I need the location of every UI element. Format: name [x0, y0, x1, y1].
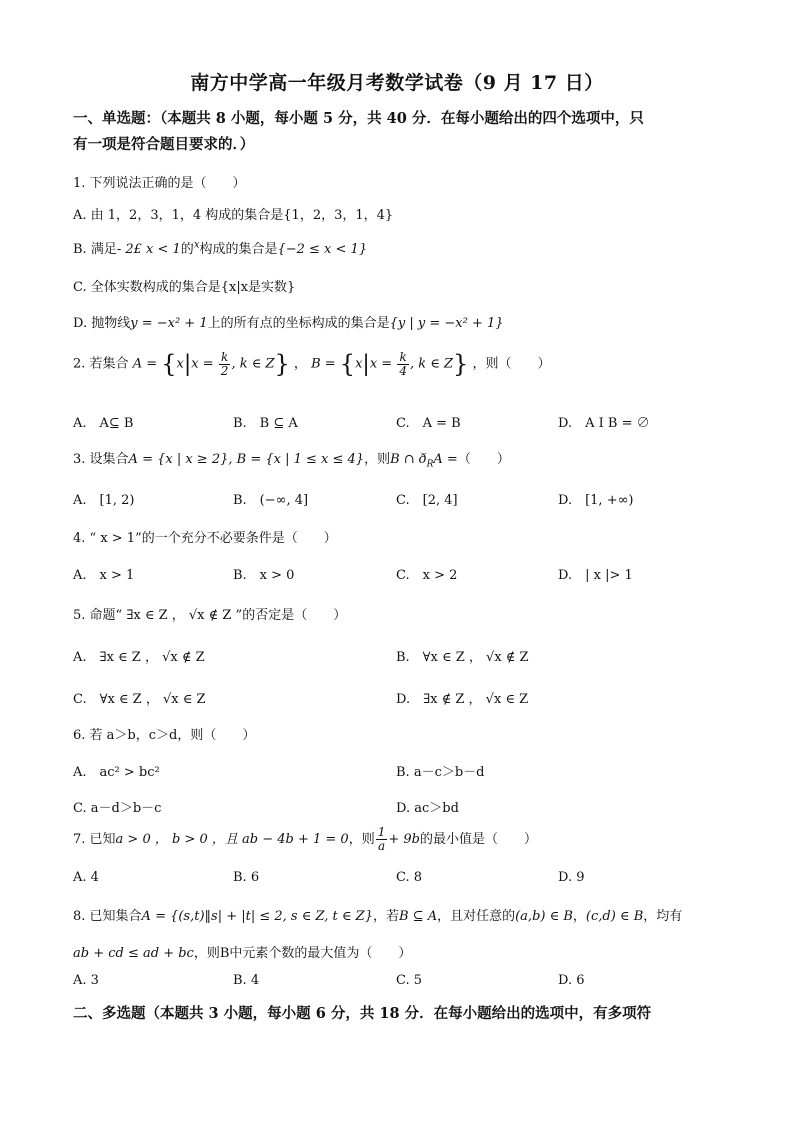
section2-heading-line-1: 二、多选题（本题共 3 小题，每小题 6 分，共 18 分．在每小题给出的选项中，有多项符 [73, 1005, 652, 1022]
q2-set-a-lhs: A = [132, 356, 158, 372]
q7-condition: a > 0 ， b > 0 ，且 ab − 4b + 1 = 0 [115, 832, 349, 847]
q2-set-a-eq: x = [191, 356, 214, 372]
q8-separator: ， [572, 909, 586, 924]
q7-suffix: 的最小值是（ ） [419, 832, 537, 847]
q2-set-a-denominator: 2 [220, 363, 229, 378]
q8-pair-2: (c,d) ∈ B [585, 909, 644, 924]
q1-b-prefix: B. 满足 [73, 242, 117, 257]
q3-stem [73, 448, 510, 470]
q2-set-a-bar: | [183, 351, 192, 377]
q2-set-a-open-brace: { [161, 350, 177, 378]
q2-set-a-var: x [176, 356, 184, 372]
q8-pair-1: (a,b) ∈ B [515, 909, 573, 924]
q8-mid: ，若 [372, 909, 399, 924]
q8-prefix: 8. 已知集合 [73, 909, 142, 924]
q2-separator: ， [293, 356, 307, 372]
q5-stem: 5. 命题“ ∃x ∈ Z ， √x ∉ Z ”的否定是（ ） [73, 608, 347, 623]
q1-d-equation: y = −x² + 1 [130, 316, 208, 331]
exam-title: 南方中学高一年级月考数学试卷（9 月 17 日） [190, 72, 604, 94]
q7-option-a: A. 4 [73, 870, 99, 885]
q7-prefix: 7. 已知 [73, 832, 116, 847]
q8-stem-line-2 [73, 942, 411, 961]
q8-tail: ，均有 [643, 909, 683, 924]
q5-option-a: A. ∃x ∈ Z ， √x ∉ Z [73, 650, 205, 665]
q1-stem: 1. 下列说法正确的是（ ） [73, 176, 246, 191]
q1-d-set: {y | y = −x² + 1} [389, 316, 504, 331]
q2-set-a-fraction [219, 351, 231, 378]
q2-stem [73, 350, 550, 378]
q2-set-b-tail: , k ∈ Z [409, 356, 454, 372]
q1-b-mid2: 构成的集合是 [199, 242, 278, 257]
q2-set-b-lhs: B = [311, 356, 336, 372]
q7-expression-tail: + 9b [388, 832, 420, 847]
q4-option-a: A. x > 1 [73, 568, 135, 583]
section-multiple-choice-heading [73, 1001, 723, 1027]
q3-complement: B ∩ ð [390, 452, 427, 467]
q2-prefix: 2. 若集合 [73, 356, 129, 372]
q4-option-b: B. x > 0 [233, 568, 295, 583]
q5-option-c: C. ∀x ∈ Z ， √x ∈ Z [73, 692, 206, 707]
q1-option-b [73, 238, 367, 257]
q3-complement-subscript: R [426, 459, 434, 470]
q2-set-b-open-brace: { [339, 350, 356, 378]
section-heading-line-2: 有一项是符合题目要求的．） [73, 136, 255, 153]
q2-suffix: ，则（ ） [472, 356, 551, 372]
q8-option-b: B. 4 [233, 973, 260, 988]
q6-option-c: C. a－d＞b－c [73, 801, 162, 816]
q1-b-var: x [193, 239, 200, 251]
q3-option-c: C. [2, 4] [396, 493, 458, 508]
q2-set-b-denominator: 4 [399, 363, 407, 378]
q1-d-prefix: D. 抛物线 [73, 316, 131, 331]
q8-set-a: A = {(s,t)‖s| + |t| ≤ 2, s ∈ Z, t ∈ Z} [141, 909, 373, 924]
q3-prefix: 3. 设集合 [73, 452, 129, 467]
q1-b-set: {−2 ≤ x < 1} [277, 242, 368, 257]
q3-complement-tail: A = [433, 452, 458, 467]
q8-line2-suffix: ，则B中元素个数的最大值为（ ） [193, 946, 412, 961]
q6-option-d: D. ac＞bd [396, 801, 459, 816]
q2-set-b-close-brace: } [453, 350, 469, 378]
q8-inequality: ab + cd ≤ ad + bc [73, 946, 194, 961]
q2-set-b-fraction [397, 351, 409, 378]
q1-option-d [73, 312, 504, 331]
q3-sets: A = {x | x ≥ 2}, B = {x | 1 ≤ x ≤ 4} [128, 452, 365, 467]
q8-stem-line-1 [73, 905, 682, 924]
section-single-choice-heading [73, 106, 723, 158]
q8-option-c: C. 5 [396, 973, 423, 988]
q5-option-b: B. ∀x ∈ Z ， √x ∉ Z [396, 650, 529, 665]
q7-option-b: B. 6 [233, 870, 260, 885]
q2-set-a-tail: , k ∈ Z [231, 356, 275, 372]
q2-set-a-numerator: k [219, 351, 231, 365]
q7-stem [73, 826, 537, 853]
q2-option-b: B. B ⊆ A [233, 416, 298, 431]
q7-fraction-denominator: a [377, 839, 386, 853]
q2-option-d: D. A I B = ∅ [558, 416, 650, 431]
q7-option-d: D. 9 [558, 870, 585, 885]
q1-d-mid: 上的所有点的坐标构成的集合是 [207, 316, 390, 331]
q2-set-a-close-brace: } [274, 350, 290, 378]
q3-option-b: B. (−∞, 4] [233, 493, 309, 508]
q2-set-b-numerator: k [397, 351, 409, 365]
q7-mid: ，则 [348, 832, 375, 847]
q8-mid2: ，且对任意的 [437, 909, 516, 924]
q4-option-d: D. | x |> 1 [558, 568, 633, 583]
q4-option-c: C. x > 2 [396, 568, 458, 583]
q7-fraction [376, 826, 388, 853]
q3-option-d: D. [1, +∞) [558, 493, 634, 508]
q2-set-b-var: x [355, 356, 363, 372]
q1-b-condition: - 2£ x < 1 [116, 242, 181, 257]
q2-option-a: A. A⊆ B [73, 416, 134, 431]
q2-option-c: C. A = B [396, 416, 461, 431]
section-heading-line-1: 一、单选题：（本题共 8 小题，每小题 5 分，共 40 分．在每小题给出的四个选项中，只 [73, 110, 644, 127]
q1-b-mid: 的 [180, 242, 194, 257]
q3-option-a: A. [1, 2) [73, 493, 135, 508]
q4-stem: 4. “ x > 1”的一个充分不必要条件是（ ） [73, 531, 337, 546]
q1-option-c: C. 全体实数构成的集合是{x|x是实数} [73, 280, 296, 295]
q1-option-a: A. 由 1，2，3，1，4 构成的集合是{1，2，3，1，4} [73, 208, 394, 223]
q2-set-b-bar: | [362, 351, 370, 377]
q8-option-d: D. 6 [558, 973, 585, 988]
q3-mid: ，则 [364, 452, 391, 467]
q6-option-b: B. a－c＞b－d [396, 765, 485, 780]
q5-option-d: D. ∃x ∉ Z ， √x ∈ Z [396, 692, 529, 707]
q6-stem: 6. 若 a＞b，c＞d，则（ ） [73, 728, 256, 743]
q2-set-b-eq: x = [369, 356, 393, 372]
q7-fraction-numerator: 1 [377, 825, 386, 839]
q6-option-a: A. ac² > bc² [73, 765, 160, 780]
q3-suffix: （ ） [457, 452, 510, 467]
q8-subset-condition: B ⊆ A [398, 909, 438, 924]
q8-option-a: A. 3 [73, 973, 99, 988]
q7-option-c: C. 8 [396, 870, 423, 885]
